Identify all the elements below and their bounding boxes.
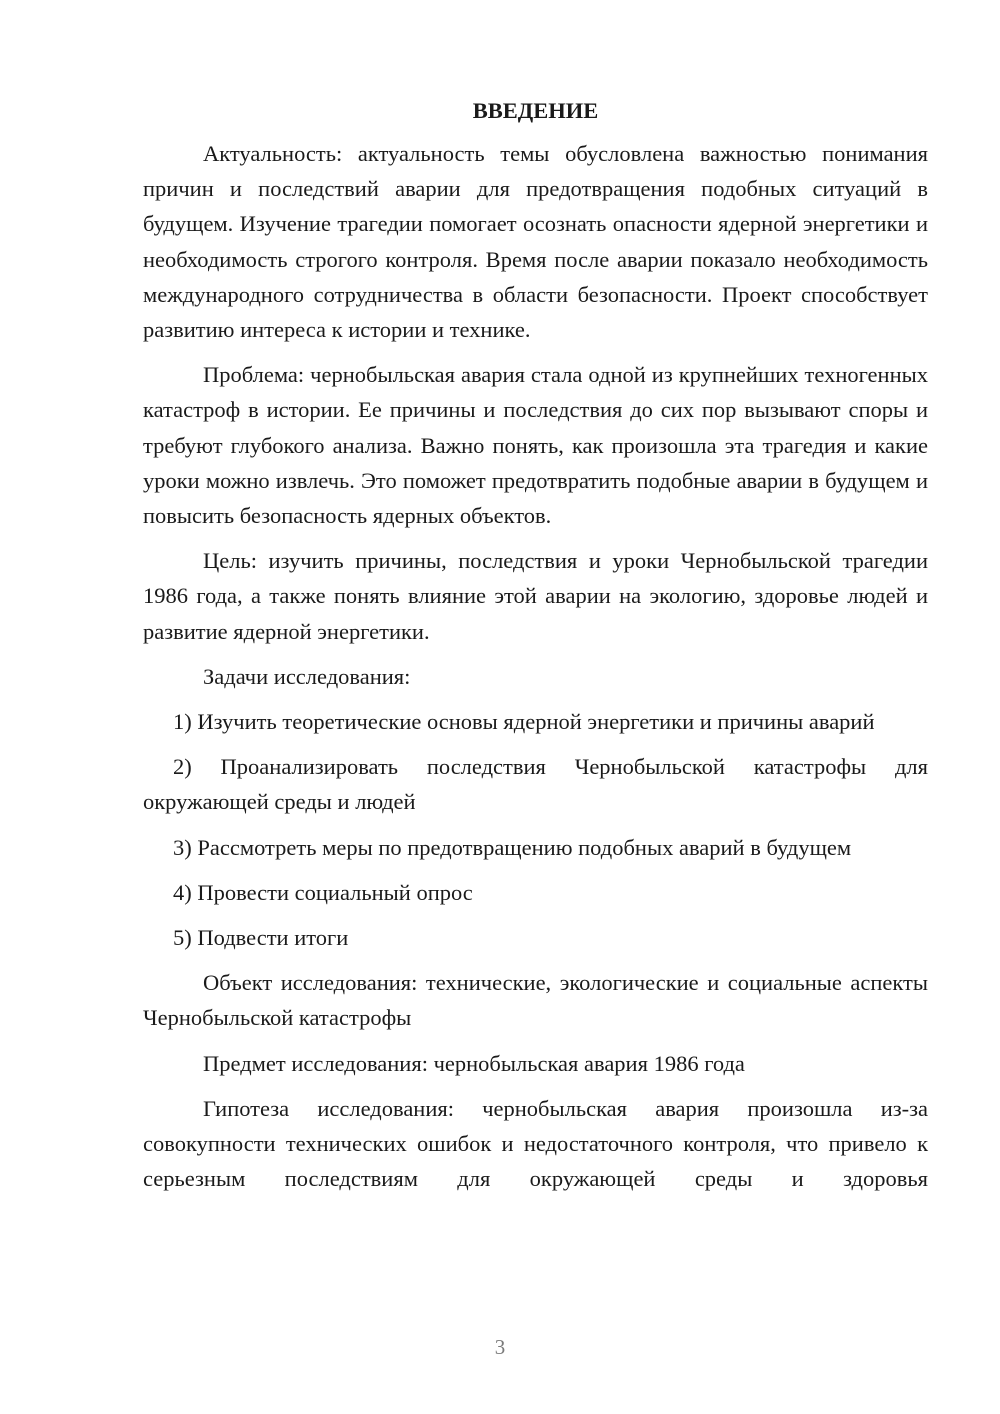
paragraph-goal: Цель: изучить причины, последствия и уроки Чернобыльской трагедии 1986 года, а также понять влияние этой аварии на экологию, здоровье людей и развитие ядерной энергетики. bbox=[143, 548, 928, 644]
paragraph-subject: Предмет исследования: чернобыльская авария 1986 года bbox=[203, 1050, 745, 1076]
task-item-2: 2) Проанализировать последствия Чернобыльской катастрофы для окружающей среды и людей bbox=[143, 754, 928, 815]
page-number: 3 bbox=[494, 1335, 506, 1359]
task-item-3: 3) Рассмотреть меры по предотвращению подобных аварий в будущем bbox=[173, 834, 852, 860]
paragraph-problem: Проблема: чернобыльская авария стала одной из крупнейших техногенных катастроф в истории. Ее причины и последствия до сих пор вызывают споры и требуют глубокого анализа. Важно понять, как произошла эта трагедия и какие уроки можно извлечь. Это поможет предотвратить подобные аварии в будущем и повысить безопасность ядерных объектов. bbox=[143, 362, 928, 529]
task-item-5: 5) Подвести итоги bbox=[173, 925, 349, 951]
task-item-4: 4) Провести социальный опрос bbox=[173, 879, 473, 905]
paragraph-object: Объект исследования: технические, экологические и социальные аспекты Чернобыльской катастрофы bbox=[143, 970, 928, 1031]
document-page bbox=[143, 96, 928, 1196]
paragraph-hypothesis: Гипотеза исследования: чернобыльская авария произошла из-за совокупности технических ошибок и недостаточного контроля, что привело к серьезным последствиям для окружающей среды и здоровья bbox=[143, 1095, 928, 1192]
section-title: ВВЕДЕНИЕ bbox=[472, 98, 599, 123]
task-item-1: 1) Изучить теоретические основы ядерной энергетики и причины аварий bbox=[173, 709, 875, 735]
tasks-heading: Задачи исследования: bbox=[203, 663, 411, 689]
paragraph-relevance: Актуальность: актуальность темы обусловлена важностью понимания причин и последствий аварии для предотвращения подобных ситуаций в будущем. Изучение трагедии помогает осознать опасности ядерной энергетики и необходимость строгого контроля. Время после аварии показало необходимость международного сотрудничества в области безопасности. Проект способствует развитию интереса к истории и технике. bbox=[143, 141, 928, 343]
